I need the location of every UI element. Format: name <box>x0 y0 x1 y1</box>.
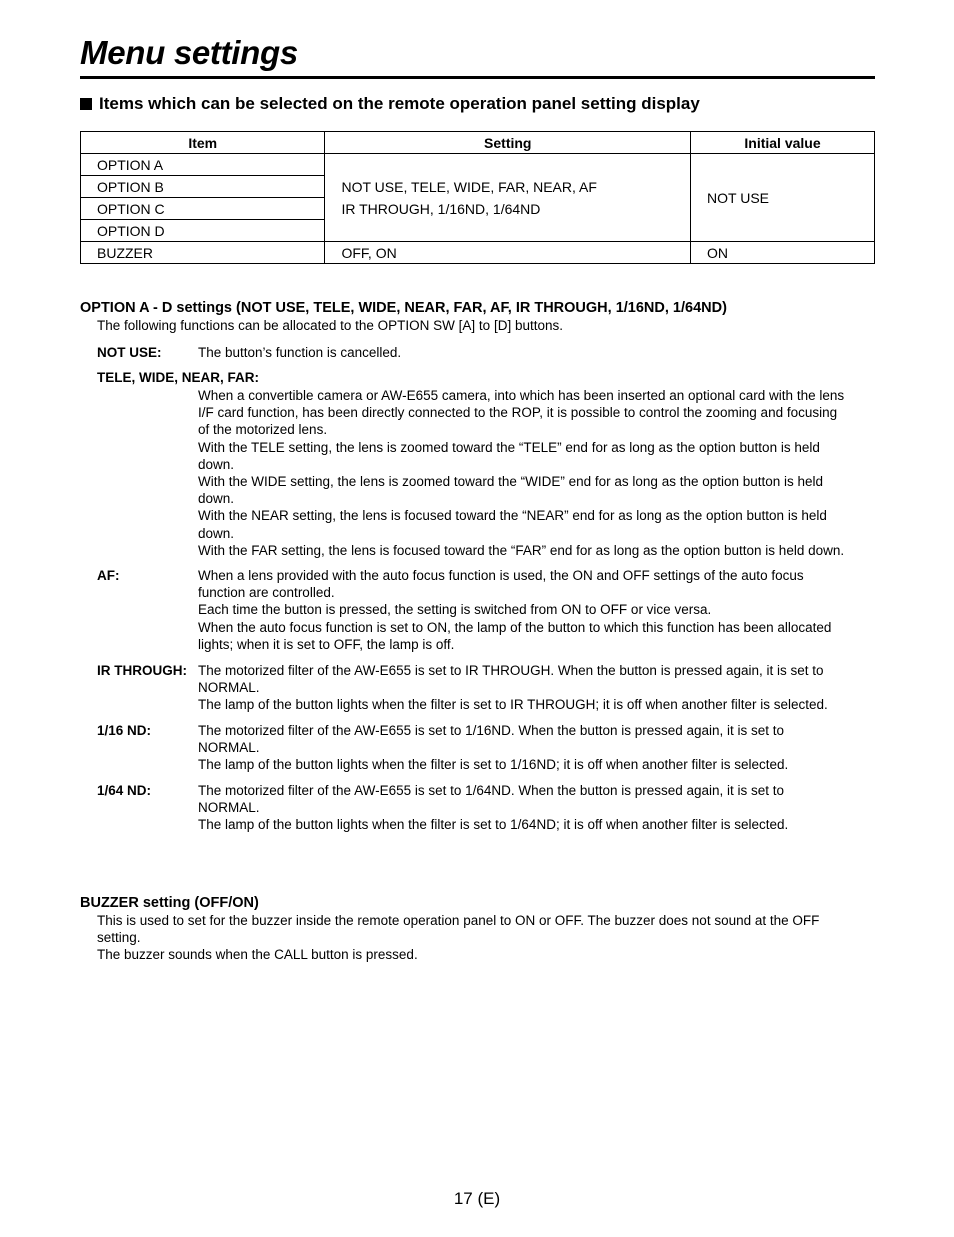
desc-line: NORMAL. <box>198 680 260 696</box>
desc-line: When the auto focus function is set to ON, the lamp of the button to which this function has been allocated <box>198 619 832 635</box>
section-heading-text: Items which can be selected on the remote operation panel setting display <box>99 94 700 113</box>
desc-line: When a convertible camera or AW-E655 camera, into which has been inserted an optional card with the lens <box>198 388 845 403</box>
ir-through-entry <box>97 662 875 714</box>
option-section-header <box>80 300 875 334</box>
term-label: TELE, WIDE, NEAR, FAR: <box>97 370 259 385</box>
item-cell: OPTION B <box>81 176 325 198</box>
desc-line: When a lens provided with the auto focus function is used, the ON and OFF settings of the auto focus <box>198 568 804 583</box>
desc-line: With the WIDE setting, the lens is zoomed toward the “WIDE” end for as long as the option button is held <box>198 474 824 490</box>
desc-line: With the FAR setting, the lens is focused toward the “FAR” end for as long as the option button is held down. <box>198 542 845 558</box>
buzzer-section <box>80 895 875 963</box>
section-heading <box>80 94 700 114</box>
desc-line: The button’s function is cancelled. <box>198 345 402 360</box>
option-setting-line: NOT USE, TELE, WIDE, FAR, NEAR, AF <box>341 178 597 195</box>
item-cell: OPTION C <box>81 198 325 220</box>
af-entry <box>97 567 875 653</box>
desc-line: The lamp of the button lights when the filter is set to 1/16ND; it is off when another filter is selected. <box>198 757 789 773</box>
option-setting-line: IR THROUGH, 1/16ND, 1/64ND <box>341 200 541 217</box>
term-label: 1/16 ND: <box>97 723 152 738</box>
term-label: IR THROUGH: <box>97 663 187 678</box>
option-initial-cell: NOT USE <box>691 154 875 242</box>
item-cell: OPTION D <box>81 220 325 242</box>
table-header-row <box>81 132 875 154</box>
desc-line: Each time the button is pressed, the setting is switched from ON to OFF or vice versa. <box>198 602 712 618</box>
black-square-icon <box>80 98 92 110</box>
desc-line: With the TELE setting, the lens is zoomed toward the “TELE” end for as long as the option button is held <box>198 439 820 455</box>
header-initial-value: Initial value <box>691 132 875 154</box>
term-label: AF: <box>97 568 120 583</box>
not-use-entry <box>97 344 875 361</box>
buzzer-line: The buzzer sounds when the CALL button is pressed. <box>97 947 418 962</box>
option-section-heading: OPTION A - D settings (NOT USE, TELE, WIDE, NEAR, FAR, AF, IR THROUGH, 1/16ND, 1/64ND) <box>80 300 727 316</box>
title-rule <box>80 76 875 79</box>
desc-line: The lamp of the button lights when the filter is set to IR THROUGH; it is off when another filter is selected. <box>198 697 828 713</box>
item-cell: BUZZER <box>81 242 325 264</box>
option-section-intro: The following functions can be allocated to the OPTION SW [A] to [D] buttons. <box>97 318 563 333</box>
item-cell: OPTION A <box>81 154 325 176</box>
nd64-entry <box>97 782 875 834</box>
tele-wide-entry <box>97 387 875 559</box>
page-title: Menu settings <box>80 34 298 71</box>
term-label: NOT USE: <box>97 345 162 360</box>
desc-line: The lamp of the button lights when the filter is set to 1/64ND; it is off when another filter is selected. <box>198 817 789 833</box>
term-label: 1/64 ND: <box>97 783 152 798</box>
settings-table <box>80 131 875 264</box>
header-setting: Setting <box>325 132 691 154</box>
buzzer-setting-cell: OFF, ON <box>325 242 691 264</box>
desc-line: NORMAL. <box>198 740 260 756</box>
option-setting-cell <box>325 154 691 242</box>
desc-line: down. <box>198 491 235 507</box>
desc-line: I/F card function, has been directly connected to the ROP, it is possible to control the zooming and focusing <box>198 405 838 421</box>
desc-line: function are controlled. <box>198 585 335 601</box>
desc-line: The motorized filter of the AW-E655 is set to 1/64ND. When the button is pressed again, it is set to <box>198 783 785 798</box>
buzzer-line: This is used to set for the buzzer inside the remote operation panel to ON or OFF. The buzzer does not sound at the OFF <box>97 913 820 928</box>
desc-line: NORMAL. <box>198 800 260 816</box>
nd16-entry <box>97 722 875 774</box>
buzzer-section-heading: BUZZER setting (OFF/ON) <box>80 895 259 911</box>
header-item: Item <box>81 132 325 154</box>
table-row <box>81 154 875 176</box>
table-row <box>81 242 875 264</box>
desc-line: lights; when it is set to OFF, the lamp is off. <box>198 636 455 652</box>
desc-line: down. <box>198 525 235 541</box>
page-number: 17 (E) <box>453 1189 501 1208</box>
desc-line: With the NEAR setting, the lens is focused toward the “NEAR” end for as long as the option button is held <box>198 508 827 524</box>
buzzer-initial-cell: ON <box>691 242 875 264</box>
desc-line: The motorized filter of the AW-E655 is set to 1/16ND. When the button is pressed again, it is set to <box>198 723 785 738</box>
desc-line: down. <box>198 456 235 472</box>
buzzer-line: setting. <box>97 930 141 945</box>
desc-line: The motorized filter of the AW-E655 is set to IR THROUGH. When the button is pressed again, it is set to <box>198 663 824 678</box>
desc-line: of the motorized lens. <box>198 422 328 438</box>
